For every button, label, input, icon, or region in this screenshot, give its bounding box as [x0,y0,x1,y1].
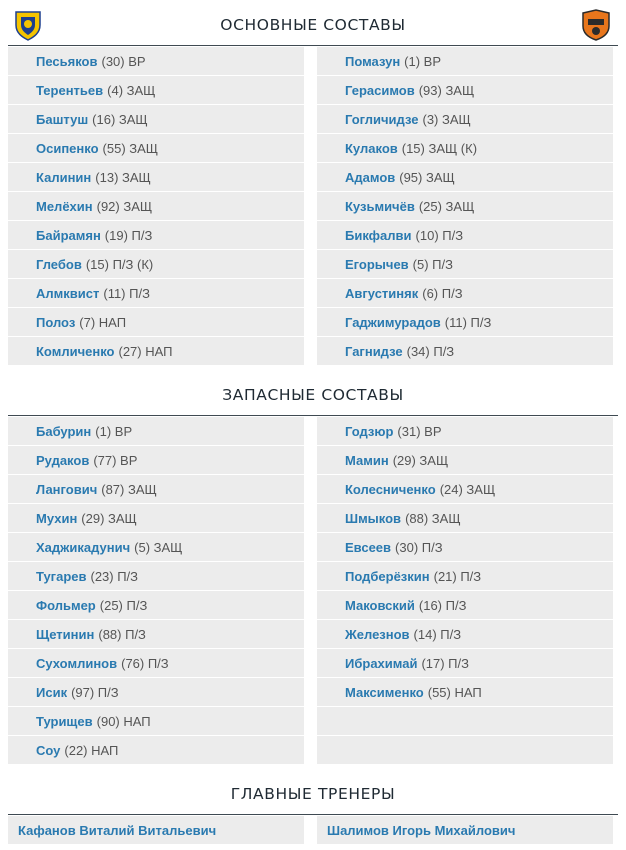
coach-name[interactable]: Шалимов Игорь Михайлович [327,822,516,838]
player-name[interactable]: Маковский [345,597,415,613]
player-name[interactable]: Калинин [36,169,92,185]
player-name[interactable]: Егорычев [345,256,409,272]
player-name[interactable]: Тугарев [36,568,87,584]
player-info: (93) ЗАЩ [418,82,475,98]
player-info: (19) П/З [104,227,153,243]
list-item [8,533,304,562]
player-info: (15) ЗАЩ (К) [401,140,478,156]
player-name[interactable]: Байрамян [36,227,101,243]
player-info: (29) ЗАЩ [392,452,449,468]
list-item [317,504,613,533]
player-info: (7) НАП [79,314,127,330]
list-item [8,736,304,765]
player-info: (55) ЗАЩ [102,140,158,156]
player-info: (55) НАП [427,684,482,700]
player-info: (5) П/З [412,256,453,272]
list-item [8,337,304,366]
player-name[interactable]: Максименко [345,684,424,700]
list-item [8,221,304,250]
list-item [8,47,304,76]
player-info: (88) П/З [98,626,146,642]
player-name[interactable]: Железнов [345,626,410,642]
player-info: (16) П/З [418,597,467,613]
list-item [317,446,613,475]
player-info: (30) ВР [101,53,146,69]
player-name[interactable]: Евсеев [345,539,392,555]
player-info: (31) ВР [397,423,442,439]
player-info: (11) П/З [444,314,492,330]
home-subs-list [8,417,304,765]
player-info: (16) ЗАЩ [92,111,148,127]
list-item [8,76,304,105]
list-item [8,591,304,620]
list-item [8,446,304,475]
away-subs-list [317,417,613,765]
player-name[interactable]: Хаджикадунич [36,539,131,555]
player-name[interactable]: Глебов [36,256,82,272]
list-item [317,417,613,446]
list-item [8,649,304,678]
list-item [317,562,613,591]
player-info: (87) ЗАЩ [101,481,157,497]
player-name[interactable]: Сухомлинов [36,655,118,671]
away-coach [317,816,613,844]
list-item [8,192,304,221]
list-item [8,308,304,337]
list-item [317,475,613,504]
player-name[interactable]: Осипенко [36,140,99,156]
list-item [317,533,613,562]
player-info: (23) П/З [90,568,139,584]
empty-row [317,707,613,736]
list-item [8,163,304,192]
list-item [317,163,613,192]
player-name[interactable]: Исик [36,684,68,700]
player-name[interactable]: Мелёхин [36,198,93,214]
player-name[interactable]: Лангович [36,481,98,497]
player-info: (29) ЗАЩ [81,510,137,526]
player-name[interactable]: Щетинин [36,626,95,642]
player-name[interactable]: Рудаков [36,452,90,468]
list-item [317,620,613,649]
coach-name[interactable]: Кафанов Виталий Витальевич [18,822,217,838]
list-item [317,649,613,678]
list-item [317,47,613,76]
player-info: (6) П/З [422,285,463,301]
player-info: (25) ЗАЩ [418,198,475,214]
player-info: (90) НАП [96,713,151,729]
list-item [8,134,304,163]
player-name[interactable]: Кулаков [345,140,398,156]
player-name[interactable]: Соу [36,742,61,758]
list-item [8,678,304,707]
home-coach [8,816,304,844]
player-name[interactable]: Кузьмичёв [345,198,415,214]
player-info: (21) П/З [433,568,482,584]
list-item [317,591,613,620]
section-title-starting: ОСНОВНЫЕ СОСТАВЫ [220,16,406,34]
player-info: (95) ЗАЩ [399,169,455,185]
player-info: (25) П/З [99,597,148,613]
away-starting-list [317,47,613,366]
player-name[interactable]: Помазун [345,53,401,69]
player-info: (77) ВР [93,452,138,468]
player-info: (3) ЗАЩ [422,111,471,127]
player-name[interactable]: Адамов [345,169,396,185]
player-info: (14) П/З [413,626,462,642]
player-info: (17) П/З [421,655,469,671]
player-info: (88) ЗАЩ [405,510,461,526]
player-name[interactable]: Баштуш [36,111,89,127]
list-item [8,620,304,649]
player-name[interactable]: Гаджимурадов [345,314,441,330]
list-item [8,504,304,533]
player-name[interactable]: Бабурин [36,423,92,439]
player-name[interactable]: Терентьев [36,82,104,98]
player-name[interactable]: Бикфалви [345,227,412,243]
player-name[interactable]: Мухин [36,510,78,526]
list-item [8,562,304,591]
list-item [317,250,613,279]
list-item [317,678,613,707]
player-info: (97) П/З [71,684,119,700]
list-item [317,221,613,250]
player-info: (4) ЗАЩ [107,82,156,98]
list-item [8,707,304,736]
list-item [8,279,304,308]
empty-row [317,736,613,765]
divider [8,814,618,815]
player-info: (76) П/З [121,655,169,671]
divider [8,415,618,416]
player-info: (10) П/З [415,227,464,243]
list-item [8,475,304,504]
divider [8,45,618,46]
player-name[interactable]: Мамин [345,452,389,468]
player-name[interactable]: Комличенко [36,343,115,359]
list-item [317,279,613,308]
home-starting-list [8,47,304,366]
player-name[interactable]: Герасимов [345,82,415,98]
player-info: (22) НАП [64,742,119,758]
player-name[interactable]: Песьяков [36,53,98,69]
list-item [317,337,613,366]
list-item [317,105,613,134]
list-item [317,192,613,221]
player-name[interactable]: Турищев [36,713,93,729]
player-name[interactable]: Годзюр [345,423,394,439]
player-info: (27) НАП [118,343,173,359]
player-name[interactable]: Подберёзкин [345,568,430,584]
player-name[interactable]: Алмквист [36,285,100,301]
player-name[interactable]: Колесниченко [345,481,436,497]
player-info: (24) ЗАЩ [439,481,496,497]
player-info: (11) П/З [103,285,150,301]
player-name[interactable]: Полоз [36,314,76,330]
player-info: (1) ВР [95,423,133,439]
player-name[interactable]: Гогличидзе [345,111,419,127]
player-name[interactable]: Ибрахимай [345,655,418,671]
section-title-coaches: ГЛАВНЫЕ ТРЕНЕРЫ [230,785,396,803]
section-title-subs: ЗАПАСНЫЕ СОСТАВЫ [222,386,404,404]
list-item [317,134,613,163]
player-name[interactable]: Августиняк [345,285,419,301]
player-name[interactable]: Гагнидзе [345,343,403,359]
player-name[interactable]: Фольмер [36,597,96,613]
player-info: (13) ЗАЩ [95,169,151,185]
player-name[interactable]: Шмыков [345,510,402,526]
player-info: (1) ВР [404,53,442,69]
list-item [8,105,304,134]
player-info: (15) П/З (К) [85,256,154,272]
player-info: (5) ЗАЩ [134,539,183,555]
list-item [317,76,613,105]
player-info: (92) ЗАЩ [96,198,153,214]
player-info: (34) П/З [406,343,455,359]
list-item [317,308,613,337]
list-item [8,250,304,279]
player-info: (30) П/З [395,539,443,555]
list-item [8,417,304,446]
